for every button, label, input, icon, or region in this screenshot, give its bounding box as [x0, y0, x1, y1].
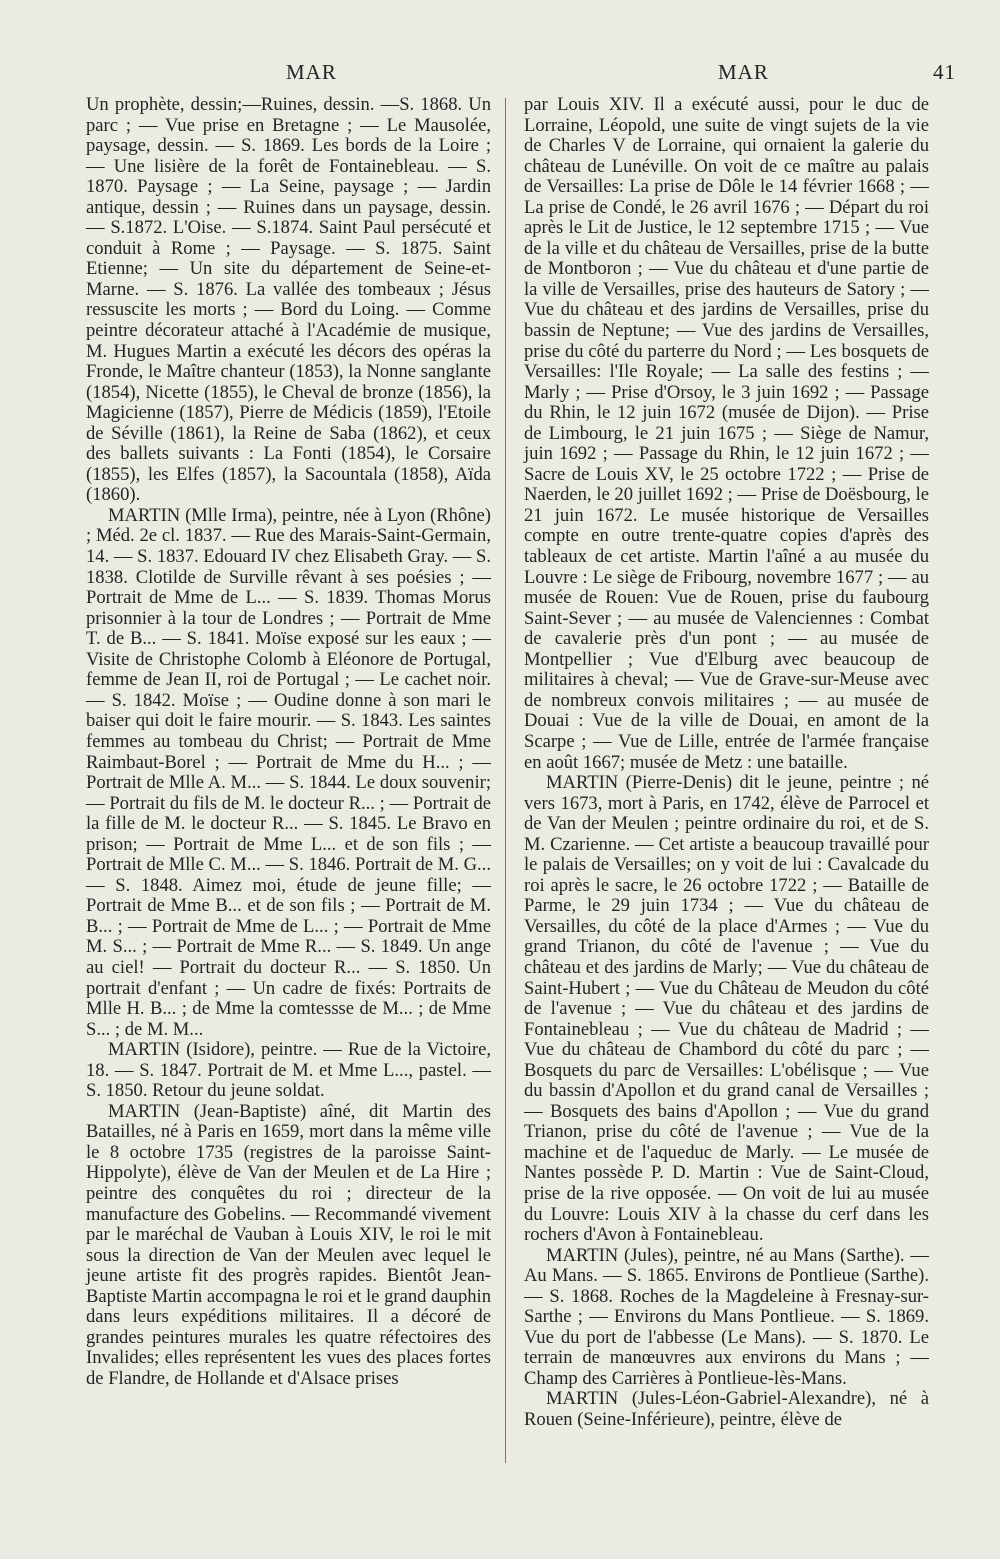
right-column: [524, 95, 929, 1431]
header-left-word: MAR: [286, 60, 337, 84]
header-right-word: MAR: [718, 60, 769, 84]
entry-pierre-denis-martin: MARTIN (Pierre-Denis) dit le jeune, peintre ; né vers 1673, mort à Paris, en 1742, élève de Parrocel et de Van der Meulen ; peintre ordinaire du roi, et de S. M. Czarienne. — Cet artiste a beaucoup travaillé pour le palais de Versailles; on y voit de lui : Cavalcade du roi après le sacre, le 26 octobre 1722 ; — Bataille de Parme, le 29 juin 1734 ; — Vue du château de Versailles, du côté de la place d'Armes ; — Vue du grand Trianon, du côté de l'avenue ; — Vue du château et des jardins de Marly; — Vue du château de Saint-Hubert ; — Vue du Château de Meudon du côté de l'avenue ; — Vue du château et des jardins de Fontainebleau ; — Vue du château de Madrid ; — Vue du château de Chambord du côté du parc ; — Bosquets du parc de Versailles: L'obélisque ; — Vue du bassin d'Apollon et du grand canal de Versailles ; — Bosquets des bains d'Apollon ; — Vue du grand Trianon, prise du côté de l'avenue ; — Vue de la machine et de l'aqueduc de Marly. — Le musée de Nantes possède P. D. Martin : Vue de Saint-Cloud, prise de la rive opposée. — On voit de lui au musée du Louvre: Louis XIV à la chasse du cerf dans les rochers d'Avon à Fontainebleau.: [524, 772, 929, 1246]
page-number: 41: [933, 60, 956, 84]
entry-jean-baptiste-martin-continued: par Louis XIV. Il a exécuté aussi, pour le duc de Lorraine, Léopold, une suite de vingt sujets de la vie de Charles V de Lorraine, qui ornaient la galerie du château de Lunéville. On voit de ce maître au palais de Versailles: La prise de Dôle le 14 février 1668 ; — La prise de Condé, le 26 avril 1676 ; — Départ du roi après le Lit de Justice, le 12 septembre 1715 ; — Vue de la ville et du château de Versailles, prise de la butte de Montboron ; — Vue du château et d'une partie de la ville de Versailles, prise des hauteurs de Satory ; — Vue du château et des jardins de Versailles, prise du bassin de Neptune; — Vue des jardins de Versailles, prise du côté du parterre du Nord ; — Les bosquets de Versailles: l'Ile Royale; — La salle des festins ; — Marly ; — Prise d'Orsoy, le 3 juin 1692 ; — Passage du Rhin, le 12 juin 1672 (musée de Dijon). — Prise de Limbourg, le 21 juin 1675 ; — Siège de Namur, juin 1692 ; — Passage du Rhin, le 12 juin 1672 ; — Sacre de Louis XV, le 25 octobre 1722 ; — Prise de Naerden, le 20 juillet 1692 ; — Prise de Doësbourg, le 21 juin 1672. Le musée historique de Versailles compte en outre trente-quatre copies d'après des tableaux de cet artiste. Martin l'aîné a au musée du Louvre : Le siège de Fribourg, novembre 1677 ; — au musée de Rouen: Vue de Rouen, prise du faubourg Saint-Sever ; — au musée de Valenciennes : Combat de cavalerie près d'un pont ; — au musée de Montpellier ; Vue d'Elburg avec beaucoup de militaires à cheval; — Vue de Grave-sur-Meuse avec de nombreux convois militaires ; — au musée de Douai : Vue de la ville de Douai, en amont de la Scarpe ; — Vue de Lille, entrée de l'armée française en août 1667; musée de Metz : une bataille.: [524, 94, 929, 773]
entry-hugues-martin-continued: Un prophète, dessin;—Ruines, dessin. —S. 1868. Un parc ; — Vue prise en Bretagne ; — Le Mausolée, paysage, dessin. — S. 1869. Les bords de la Loire ; — Une lisière de la forêt de Fontainebleau. — S. 1870. Paysage ; — La Seine, paysage ; — Jardin antique, dessin ; — Ruines dans un paysage, dessin.— S.1872. L'Oise. — S.1874. Saint Paul persécuté et conduit à Rome ; — Paysage. — S. 1875. Saint Etienne; — Un site du département de Seine-et-Marne. — S. 1876. La vallée des tombeaux ; Jésus ressuscite les morts ; — Bord du Loing. — Comme peintre décorateur attaché à l'Académie de musique, M. Hugues Martin a exécuté les décors des opéras la Fronde, le Maître chanteur (1853), la Nonne sanglante (1854), Nicette (1855), le Cheval de bronze (1856), la Magicienne (1857), Pierre de Médicis (1859), l'Etoile de Séville (1861), la Reine de Saba (1862), et ceux des ballets suivants : La Fonti (1854), le Corsaire (1855), les Elfes (1857), la Sacountala (1858), Aïda (1860).: [86, 94, 491, 506]
entry-irma-martin: MARTIN (Mlle Irma), peintre, née à Lyon (Rhône) ; Méd. 2e cl. 1837. — Rue des Marais-Saint-Germain, 14. — S. 1837. Edouard IV chez Elisabeth Gray. — S. 1838. Clotilde de Surville rêvant à ses poésies ; — Portrait de Mme de L... — S. 1839. Thomas Morus prisonnier à la tour de Londres ; — Portrait de Mme T. de B... — S. 1841. Moïse exposé sur les eaux ; — Visite de Christophe Colomb à Eléonore de Portugal, femme de Jean II, roi de Portugal ; — Le cachet noir. — S. 1842. Moïse ; — Oudine donne à son mari le baiser qui doit le faire mourir. — S. 1843. Les saintes femmes au tombeau du Christ; — Portrait de Mme Raimbaut-Borel ; — Portrait de Mme du H... ; — Portrait de Mlle A. M... — S. 1844. Le doux souvenir; — Portrait du fils de M. le docteur R... ; — Portrait de la fille de M. le docteur R... — S. 1845. Le Bravo en prison; — Portrait de Mme L... et de son fils ; — Portrait de Mlle C. M... — S. 1846. Portrait de M. G... — S. 1848. Aimez moi, étude de jeune fille; — Portrait de Mme B... et de son fils ; — Portrait de M. B... ; — Portrait de Mme de L... ; — Portrait de Mme M. S... ; — Portrait de Mme R... — S. 1849. Un ange au ciel! — Portrait du docteur R... — S. 1850. Un portrait d'enfant ; — Un cadre de fixés: Portraits de Mlle H. B... ; de Mme la comtessse de M... ; de Mme S... ; de M. M...: [86, 504, 491, 1040]
entry-isidore-martin: MARTIN (Isidore), peintre. — Rue de la Victoire, 18. — S. 1847. Portrait de M. et Mme L..., pastel. — S. 1850. Retour du jeune soldat.: [86, 1039, 491, 1102]
entry-jules-leon-martin: MARTIN (Jules-Léon-Gabriel-Alexandre), né à Rouen (Seine-Inférieure), peintre, élève de: [524, 1388, 929, 1430]
column-divider: [505, 98, 506, 1463]
running-header: [0, 60, 1000, 92]
entry-jules-martin: MARTIN (Jules), peintre, né au Mans (Sarthe). — Au Mans. — S. 1865. Environs de Pontlieue (Sarthe). — S. 1868. Roches de la Magdeleine à Fresnay-sur-Sarthe ; — Environs du Mans Pontlieue. — S. 1869. Vue du port de l'abbesse (Le Mans). — S. 1870. Le terrain de manœuvres aux environs du Mans ; — Champ des Carrières à Pontlieue-lès-Mans.: [524, 1244, 929, 1389]
entry-jean-baptiste-martin: MARTIN (Jean-Baptiste) aîné, dit Martin des Batailles, né à Paris en 1659, mort dans la même ville le 8 octobre 1735 (registres de la paroisse Saint-Hippolyte), élève de Van der Meulen et de La Hire ; peintre des conquêtes du roi ; directeur de la manufacture des Gobelins. — Recommandé vivement par le maréchal de Vauban à Louis XIV, le roi le mit sous la direction de Van der Meulen avec lequel le jeune artiste fit des progrès rapides. Bientôt Jean-Baptiste Martin accompagna le roi et le grand dauphin dans leurs expéditions militaires. Il a décoré de grandes peintures murales les quatre réfectoires des Invalides; elles représentent les vues des places fortes de Flandre, de Hollande et d'Alsace prises: [86, 1100, 491, 1389]
left-column: [86, 95, 491, 1389]
